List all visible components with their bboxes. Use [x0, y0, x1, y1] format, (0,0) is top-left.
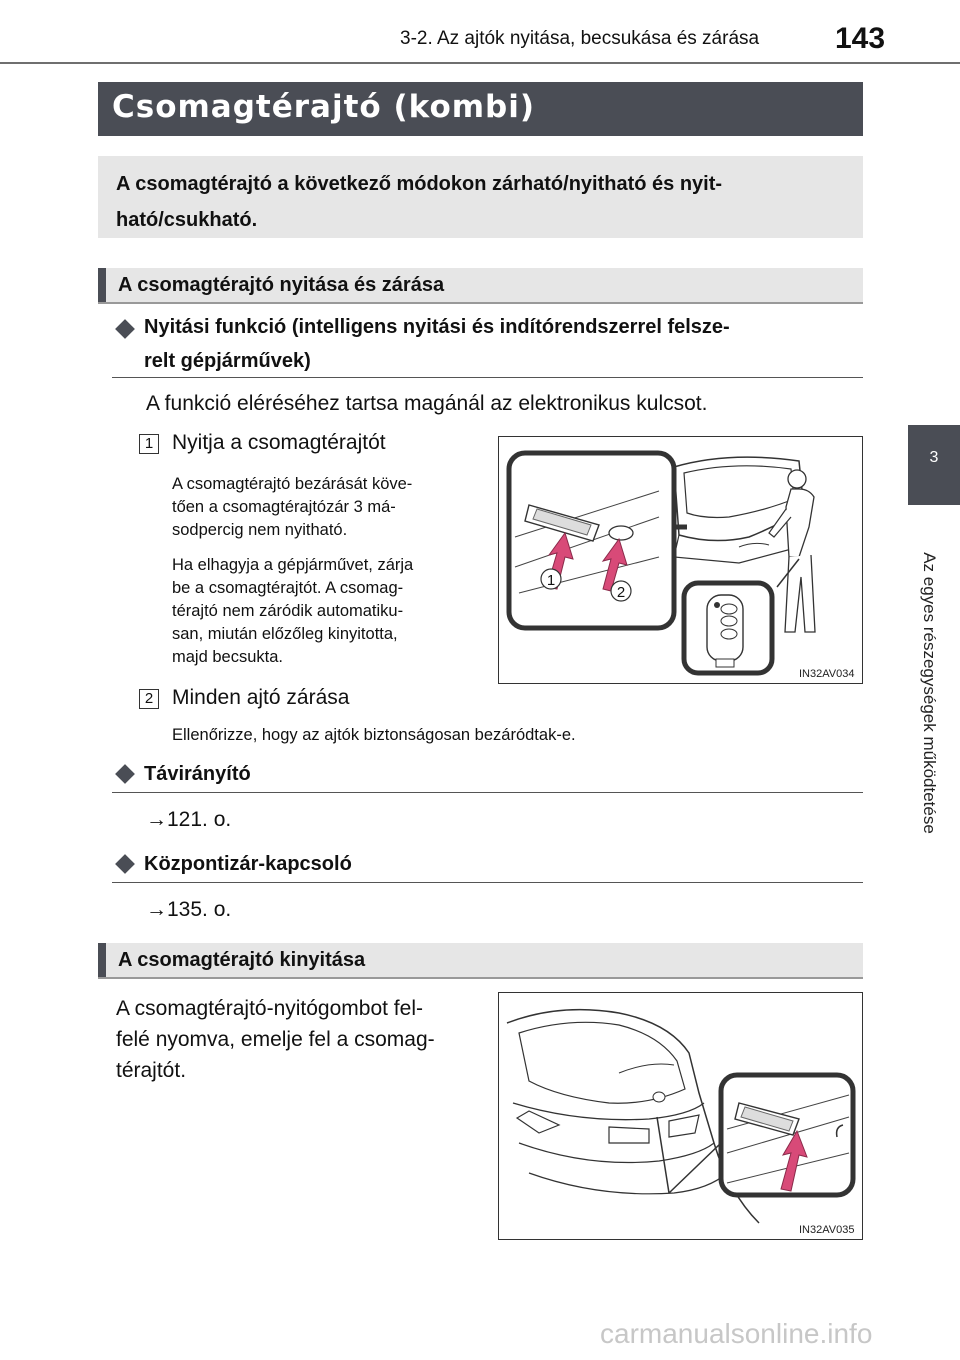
section-heading-opening: A csomagtérajtó kinyitása: [98, 943, 863, 977]
arrow-right-icon: →: [146, 808, 167, 831]
diamond-bullet-icon: [115, 764, 135, 784]
header-divider: [0, 62, 960, 64]
diamond-bullet-icon: [115, 319, 135, 339]
central-lock-reference[interactable]: →135. o.: [146, 898, 232, 921]
arrow-right-icon: →: [146, 898, 167, 921]
figure-callout-2: 2: [616, 584, 626, 601]
intro-line-2: ható/csukható.: [116, 209, 258, 231]
illustration-car-rear-smart-key: [499, 437, 861, 682]
illustration-car-rear-opener: [499, 993, 861, 1238]
figure-code: IN32AV035: [799, 1224, 855, 1236]
remote-heading: Távirányító: [144, 763, 251, 785]
step-1-title: Nyitja a csomagtérajtót: [172, 431, 386, 454]
step-2-note: Ellenőrizze, hogy az ajtók biztonságosan bezáródtak-e.: [172, 726, 576, 744]
opening-text: A csomagtérajtó-nyitógombot fel- felé nyomva, emelje fel a csomag- térajtót.: [116, 997, 435, 1082]
figure-callout-1: 1: [546, 572, 556, 589]
step-1-note-1: A csomagtérajtó bezárását köve- tően a csomagtérajtózár 3 má- sodpercig nem nyitható.: [172, 475, 413, 539]
watermark: carmanualsonline.info: [600, 1318, 873, 1349]
heading-divider: [112, 882, 863, 883]
smart-entry-heading: Nyitási funkció (intelligens nyitási és indítórendszerrel felsze- relt gépjárművek): [144, 316, 730, 372]
step-number-1: 1: [139, 434, 159, 454]
page-title-bar: [98, 82, 863, 136]
intro-box: [98, 156, 863, 238]
chapter-title: Az egyes részegységek működtetése: [920, 551, 939, 834]
heading-divider: [112, 377, 863, 378]
intro-line-1: A csomagtérajtó a következő módokon zárható/nyitható és nyit-: [116, 173, 723, 195]
page-title: Csomagtérajtó (kombi): [112, 89, 536, 125]
figure-smart-entry: [498, 436, 863, 684]
step-number-2: 2: [139, 689, 159, 709]
running-header: 3-2. Az ajtók nyitása, becsukása és zárása: [400, 28, 760, 49]
heading-divider: [112, 792, 863, 793]
section-heading-opening-closing: A csomagtérajtó nyitása és zárása: [98, 268, 863, 302]
page-number: 143: [835, 22, 886, 55]
remote-reference[interactable]: →121. o.: [146, 808, 232, 831]
step-1-note-2: Ha elhagyja a gépjárművet, zárja be a csomagtérajtót. A csomag- térajtó nem záródik automatiku- san, miután előzőleg kinyitotta, majd becsukta.: [172, 556, 414, 666]
figure-opener-button: [498, 992, 863, 1240]
central-lock-heading: Központizár-kapcsoló: [144, 853, 352, 875]
figure-code: IN32AV034: [799, 668, 855, 680]
smart-entry-text: A funkció eléréséhez tartsa magánál az elektronikus kulcsot.: [146, 392, 708, 415]
step-2-title: Minden ajtó zárása: [172, 686, 350, 709]
diamond-bullet-icon: [115, 854, 135, 874]
chapter-tab: 3: [908, 425, 960, 505]
